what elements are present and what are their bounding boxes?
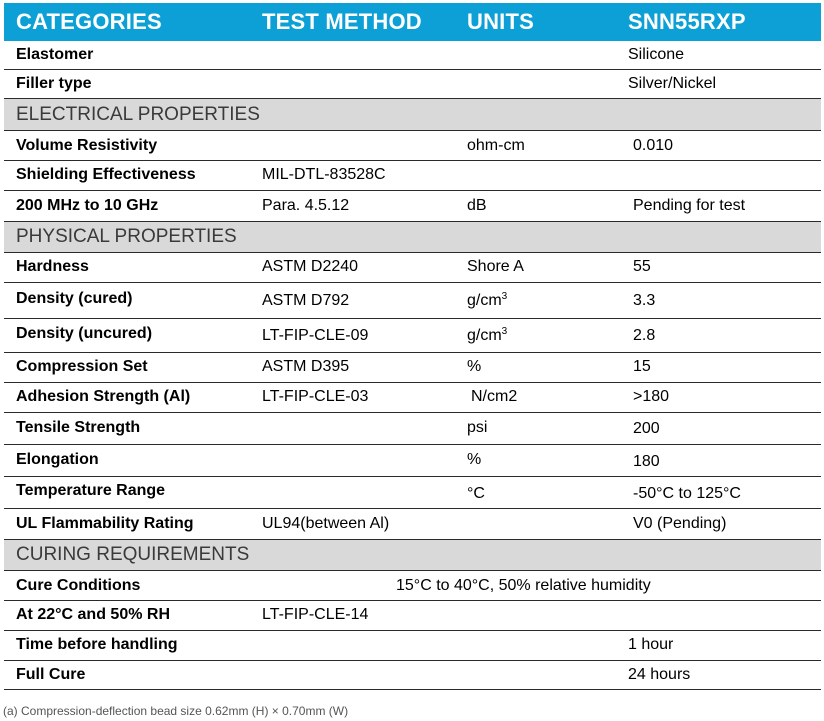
row-units: N/cm2: [471, 388, 518, 405]
row-value: 55: [633, 258, 651, 275]
row-units: psi: [467, 419, 488, 436]
row-label: Elongation: [16, 451, 99, 468]
table-row-density-uncured: [4, 319, 821, 353]
table-row-temperature-range: [4, 477, 821, 509]
row-value: 1 hour: [628, 636, 674, 653]
row-label: Filler type: [16, 75, 92, 92]
header-test-method: TEST METHOD: [262, 9, 422, 34]
row-value: 2.8: [633, 327, 656, 344]
table-row-tensile-strength: [4, 413, 821, 445]
row-label: Tensile Strength: [16, 419, 141, 436]
row-value: V0 (Pending): [633, 515, 727, 532]
table-row-compression-set: [4, 353, 821, 383]
row-value: Silicone: [628, 46, 685, 63]
table-header: [4, 3, 821, 41]
row-value: 15°C to 40°C, 50% relative humidity: [396, 577, 651, 594]
row-units: Shore A: [467, 258, 524, 275]
row-value: 0.010: [633, 137, 674, 154]
row-method: ASTM D395: [262, 358, 350, 375]
row-method: ASTM D2240: [262, 258, 359, 275]
table-row-hardness: [4, 253, 821, 283]
table-row-density-cured: [4, 283, 821, 319]
table-row-200mhz-10ghz: [4, 191, 821, 222]
row-label: Shielding Effectiveness: [16, 166, 196, 183]
header-categories: CATEGORIES: [16, 9, 162, 34]
table-row-elongation: [4, 445, 821, 477]
header-product: SNN55RXP: [628, 9, 746, 34]
table-row-time-before-handling: [4, 631, 821, 661]
row-units: ohm-cm: [467, 137, 525, 154]
table-row-ul-flammability: [4, 509, 821, 540]
section-title: ELECTRICAL PROPERTIES: [16, 104, 260, 125]
footnote: (a) Compression-deflection bead size 0.62mm (H) × 0.70mm (W): [3, 704, 349, 718]
row-value: 180: [633, 453, 660, 470]
row-value: >180: [633, 388, 670, 405]
section-curing-requirements: [4, 540, 821, 571]
row-value: Silver/Nickel: [628, 75, 717, 92]
row-method: Para. 4.5.12: [262, 197, 350, 214]
row-units: %: [467, 451, 482, 468]
row-value: Pending for test: [633, 197, 746, 214]
row-label: Density (cured): [16, 290, 133, 307]
row-label: Cure Conditions: [16, 577, 141, 594]
row-value: 3.3: [633, 292, 656, 309]
row-units: $g/cm^3$: [467, 326, 508, 344]
row-label: Compression Set: [16, 358, 148, 375]
row-units: %: [467, 358, 482, 375]
row-method: MIL-DTL-83528C: [262, 166, 386, 183]
row-label: Volume Resistivity: [16, 137, 158, 154]
row-label: UL Flammability Rating: [16, 515, 194, 532]
row-units: dB: [467, 197, 487, 214]
row-method: UL94(between Al): [262, 515, 390, 532]
row-label: Adhesion Strength (Al): [16, 388, 191, 405]
header-units: UNITS: [467, 9, 534, 34]
row-method: LT-FIP-CLE-14: [262, 606, 369, 623]
row-label: Density (uncured): [16, 325, 153, 342]
table-row-at-22c: [4, 601, 821, 631]
row-value: -50°C to 125°C: [633, 485, 741, 502]
table-row-full-cure: [4, 661, 821, 690]
section-physical-properties: [4, 222, 821, 253]
row-label: Hardness: [16, 258, 89, 275]
table-row-shielding-effectiveness: [4, 161, 821, 191]
table-row-cure-conditions: [4, 571, 821, 601]
section-title: PHYSICAL PROPERTIES: [16, 226, 237, 247]
section-electrical-properties: [4, 99, 821, 131]
row-method: ASTM D792: [262, 292, 350, 309]
section-title: CURING REQUIREMENTS: [16, 544, 250, 565]
row-value: 200: [633, 420, 660, 437]
row-label: Temperature Range: [16, 482, 166, 499]
row-label: 200 MHz to 10 GHz: [16, 197, 159, 214]
row-label: At 22°C and 50% RH: [16, 606, 170, 623]
row-label: Full Cure: [16, 666, 86, 683]
row-units: $g/cm^3$: [467, 291, 508, 309]
table-row-filler-type: [4, 70, 821, 99]
row-method: LT-FIP-CLE-03: [262, 388, 369, 405]
row-label: Time before handling: [16, 636, 178, 653]
row-value: 15: [633, 358, 651, 375]
row-value: 24 hours: [628, 666, 691, 683]
table-row-volume-resistivity: [4, 131, 821, 161]
table-row-elastomer: [4, 41, 821, 70]
row-units: °C: [467, 485, 485, 502]
row-label: Elastomer: [16, 46, 94, 63]
row-method: LT-FIP-CLE-09: [262, 327, 369, 344]
table-row-adhesion-strength: [4, 383, 821, 413]
